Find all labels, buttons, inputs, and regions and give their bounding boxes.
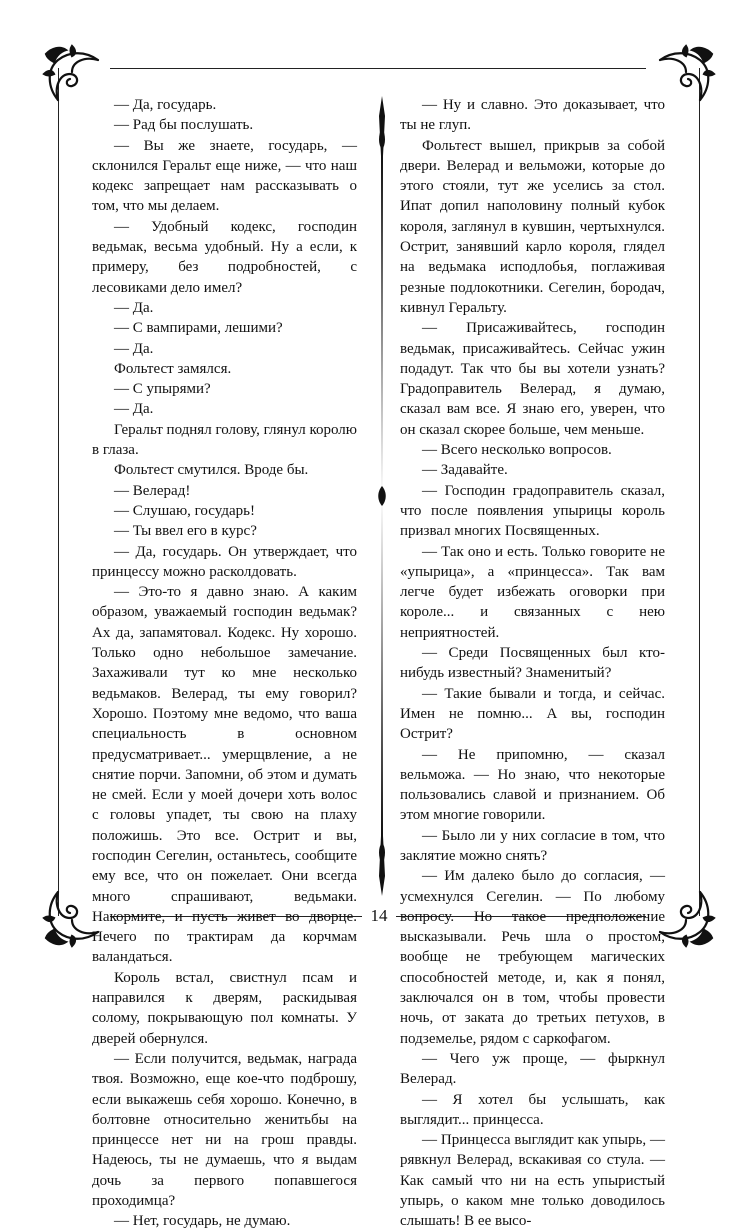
paragraph: Фольтест замялся. <box>114 360 232 377</box>
paragraph: — Господин градоправитель сказал, что после появления упырицы король призвал многих Посвященных. <box>400 482 665 540</box>
paragraph: — Задавайте. <box>422 462 508 479</box>
paragraph: — Это-то я давно знаю. А каким образом, уважаемый господин ведьмак? Ах да, запамятовал. Кодекс. Ну хорошо. Только одно небольшое замечание. Захаживали тут ко мне несколько ведьмаков. Велерад, ты ему говорил? Хорошо. Поэтому мне ведомо, что ваша специальность в основном предусматривает... умерщвление, а не снятие порчи. Запомни, об этом и думать не смей. Если у моей дочери хоть волос с головы упадет, ты свою на плаху положишь. Это все. Острит и вы, господин Сегелин, останьтесь, сообщите ему все, что он пожелает. Они всегда много спрашивают, ведьмаки. Накормите, и пусть живет во дворце. Нечего по трактирам да корчмам валандаться. <box>92 584 357 966</box>
text-column-right <box>400 95 665 1232</box>
paragraph: — Если получится, ведьмак, награда твоя. Возможно, еще кое-что подброшу, если выкажешь себя хорошо. Конечно, в болтовне относительно женитьбы на принцессе нет ни на грош правды. Надеюсь, ты не думаешь, что я выдам дочь за первого попавшегося проходимца? <box>92 1050 357 1210</box>
paragraph: — Ну и славно. Это доказывает, что ты не глуп. <box>400 97 665 134</box>
paragraph: — Да, государь. Он утверждает, что принцессу можно расколдовать. <box>92 543 357 580</box>
page-number: 14 <box>362 906 396 926</box>
paragraph: — С упырями? <box>114 381 211 398</box>
column-divider-ornament <box>376 96 388 896</box>
paragraph: — Да. <box>114 340 154 357</box>
paragraph: — Велерад! <box>114 482 191 499</box>
paragraph: — Вы же знаете, государь, — склонился Геральт еще ниже, — что наш кодекс запрещает нам рассказывать о том, что мы делаем. <box>92 137 357 215</box>
paragraph: — Ты ввел его в курс? <box>114 523 257 540</box>
paragraph: — С вампирами, лешими? <box>114 320 283 337</box>
paragraph: Геральт поднял голову, глянул королю в глаза. <box>92 421 357 459</box>
paragraph: — Им далеко было до согласия, — усмехнулся Сегелин. — По любому вопросу. Но такое предположение высказывали. Речь шла о простом, вообще не требующем магических способностей методе, и, как я понял, заключался он в том, чтобы провести ночь, от заката до третьих петухов, в подземелье, рядом с саркофагом. <box>400 868 665 1047</box>
paragraph: — Такие бывали и тогда, и сейчас. Имен не помню... А вы, господин Острит? <box>400 685 665 743</box>
paragraph: — Среди Посвященных был кто-нибудь известный? Знаменитый? <box>400 645 665 682</box>
paragraph: — Всего несколько вопросов. <box>422 442 612 459</box>
paragraph: — Удобный кодекс, господин ведьмак, весьма удобный. Ну а если, к примеру, без подробностей, с лесовиками дело имел? <box>92 218 357 296</box>
frame-top-rule <box>110 68 646 69</box>
text-column-left <box>92 95 357 1232</box>
paragraph: — Слушаю, государь! <box>114 502 255 519</box>
paragraph: — Принцесса выглядит как упырь, — рявкнул Велерад, вскакивая со стула. — Как самый что ни на есть упыристый упырь, о каком мне только доводилось слышать! В ее высо- <box>400 1132 665 1230</box>
paragraph: — Чего уж проще, — фыркнул Велерад. <box>400 1050 665 1088</box>
paragraph: — Я хотел бы услышать, как выглядит... принцесса. <box>400 1091 665 1128</box>
paragraph: — Да, государь. <box>114 97 217 113</box>
paragraph: Король встал, свистнул псам и направился к дверям, раскидывая солому, покрывающую пол комнаты. У дверей обернулся. <box>92 969 357 1047</box>
paragraph: — Да. <box>114 299 154 316</box>
paragraph: Фольтест вышел, прикрыв за собой двери. Велерад и вельможи, которые до этого стояли, тут же уселись за стол. Ипат допил наполовину полный кубок короля, заглянул в кувшин, чертыхнулся. Острит, занявший карло короля, глядел на ведьмака исподлобья, поглаживая резные подлокотники. Сегелин, бородач, кивнул Геральту. <box>400 137 665 316</box>
paragraph: — Было ли у них согласие в том, что заклятие можно снять? <box>400 827 665 864</box>
paragraph: — Нет, государь, не думаю. <box>114 1213 291 1230</box>
paragraph: — Присаживайтесь, господин ведьмак, присаживайтесь. Сейчас ужин подадут. Так что бы вы хотели узнать? Градоправитель Велерад, я думаю, сказал вам все. Я знаю его, уверен, что он сказал скорее больше, чем меньше. <box>400 320 665 438</box>
paragraph: — Не припомню, — сказал вельможа. — Но знаю, что некоторые пользовались славой и признанием. Об этом многие говорили. <box>400 746 665 824</box>
paragraph: — Рад бы послушать. <box>114 117 254 134</box>
paragraph: — Да. <box>114 401 154 418</box>
paragraph: — Так оно и есть. Только говорите не «упырица», а «принцесса». Так вам легче будет избежать оговорки при короле... и связанных с нею неприятностей. <box>400 543 665 641</box>
paragraph: Фольтест смутился. Вроде бы. <box>114 462 309 479</box>
